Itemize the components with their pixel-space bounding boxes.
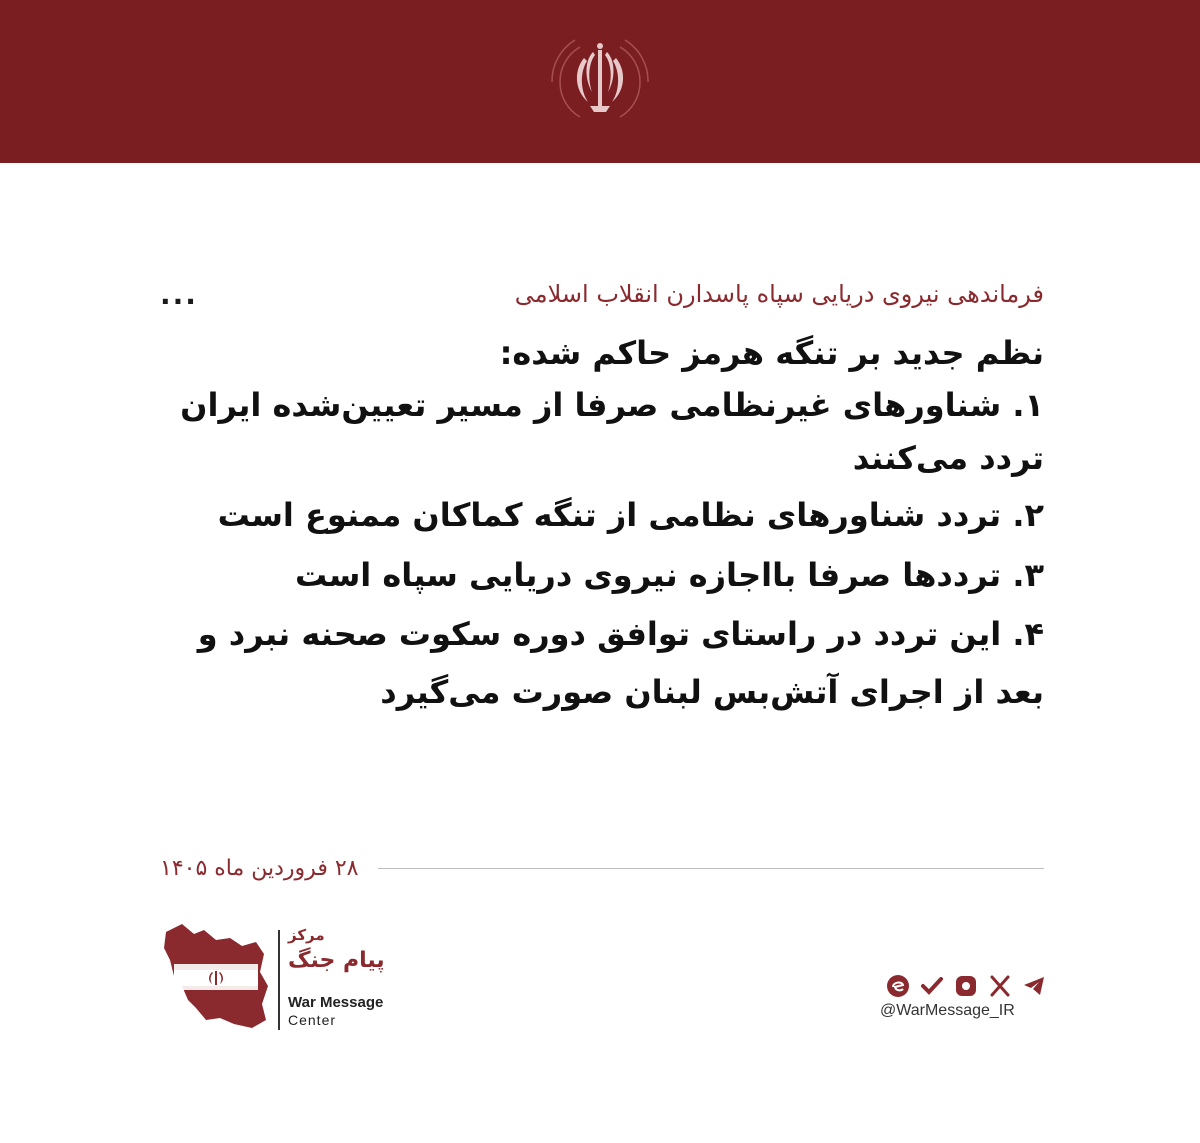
x-icon[interactable]: [988, 974, 1012, 998]
subtitle: فرماندهی نیروی دریایی سپاه پاسدارن انقلاب اسلامی: [514, 280, 1044, 308]
statement: [160, 270, 1044, 721]
list-item-3: ۳. ترددها صرفا بااجازه نیروی دریایی سپاه است: [294, 556, 1044, 594]
iran-map-icon: [160, 920, 272, 1035]
date-row: [160, 848, 1044, 888]
bale-icon[interactable]: [954, 974, 978, 998]
logo-fa-line2: پیام جنگ: [288, 948, 385, 973]
social-handle[interactable]: @WarMessage_IR: [880, 1002, 1015, 1019]
eitaa-icon[interactable]: [886, 974, 910, 998]
list-item-2: ۲. تردد شناورهای نظامی از تنگه کماکان ممنوع است: [217, 496, 1044, 534]
logo-separator: [278, 930, 280, 1030]
logo-en-line1: War Message: [288, 994, 384, 1011]
list-item-4: ۴. این تردد در راستای توافق دوره سکوت صحنه نبرد و بعد از اجرای آتش‌بس لبنان صورت می‌گیرد: [197, 615, 1044, 711]
social-icons: [886, 972, 1046, 1000]
headline: نظم جدید بر تنگه هرمز حاکم شده:: [499, 334, 1044, 372]
date: ۲۸ فروردین ماه ۱۴۰۵: [160, 855, 359, 881]
ellipsis: ...: [160, 277, 198, 311]
logo-en-line2: Center: [288, 1012, 337, 1028]
iran-emblem-icon: [540, 22, 660, 142]
divider: [378, 868, 1044, 869]
telegram-icon[interactable]: [1022, 974, 1046, 998]
header-banner: [0, 0, 1200, 163]
rubika-icon[interactable]: [920, 974, 944, 998]
list-item-1: ۱. شناورهای غیرنظامی صرفا از مسیر تعیین‌شده ایران تردد می‌کنند: [180, 386, 1044, 477]
war-message-logo: [160, 920, 400, 1035]
logo-fa-line1: مرکز: [288, 926, 325, 944]
subtitle-row: [160, 270, 1044, 318]
